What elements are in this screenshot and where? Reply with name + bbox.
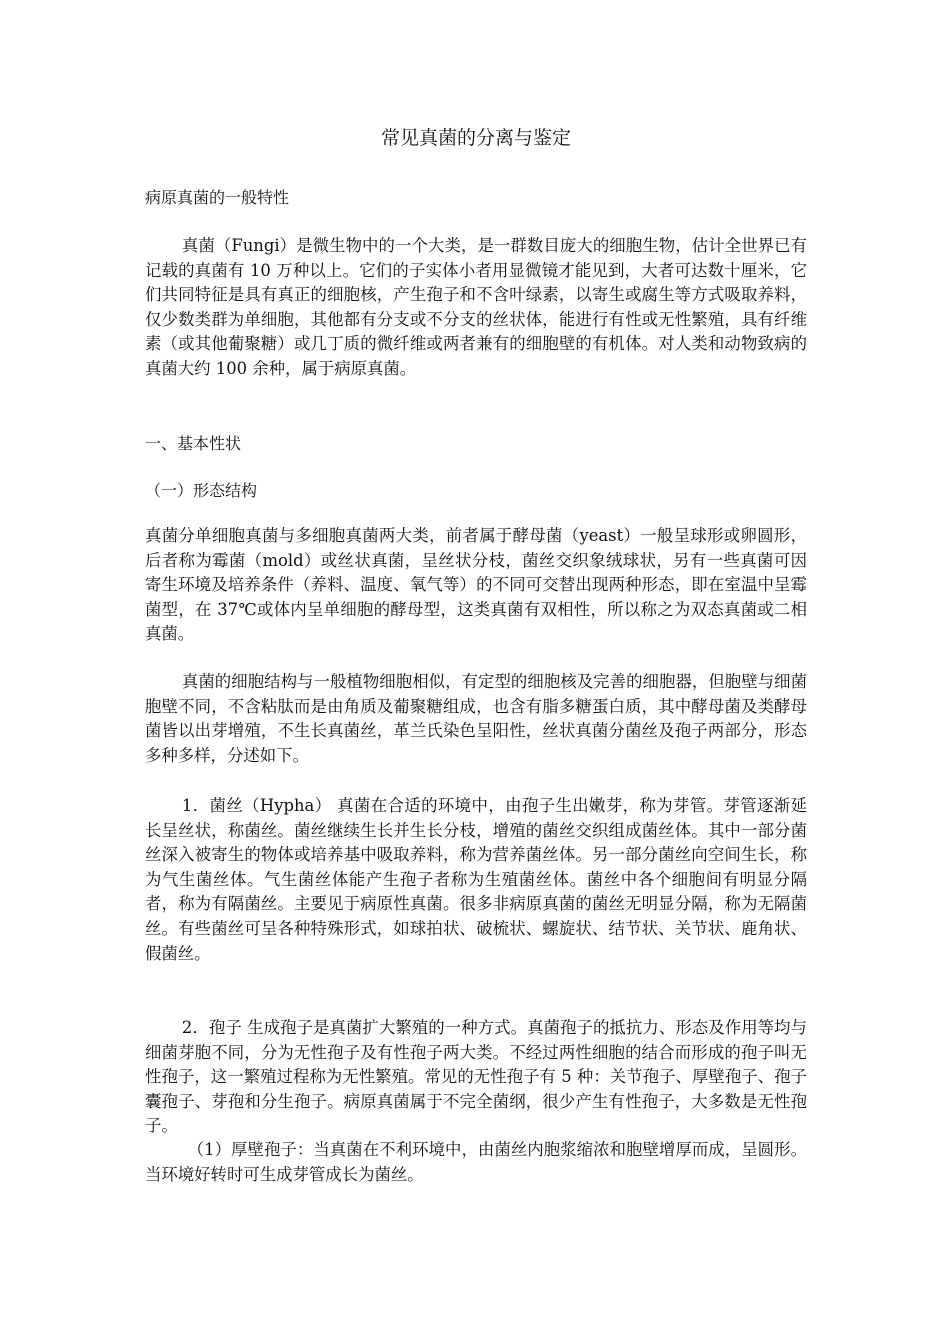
page-title: 常见真菌的分离与鉴定	[380, 127, 571, 149]
morphology-paragraph: 真菌分单细胞真菌与多细胞真菌两大类，前者属于酵母菌（yeast）一般呈球形或卵圆形，后者称为霉菌（mold）或丝状真菌，呈丝状分枝，菌丝交织象绒球状，另有一些真菌可因寄生环境及培养条件（养料、温度、氧气等）的不同可交替出现两种形态，即在室温中呈霉菌型，在 37℃或体内呈单细胞的酵母型，这类真菌有双相性，所以称之为双态真菌或二相真菌。	[145, 526, 807, 644]
section-heading-general: 病原真菌的一般特性	[145, 188, 290, 207]
cell-structure-paragraph: 真菌的细胞结构与一般植物细胞相似，有定型的细胞核及完善的细胞器，但胞壁与细菌胞壁不同，不含粘肽而是由角质及葡聚糖组成，也含有脂多糖蛋白质，其中酵母菌及类酵母菌皆以出芽增殖，不生长真菌丝，革兰氏染色呈阳性，丝状真菌分菌丝及孢子两部分，形态多种多样，分述如下。	[145, 672, 807, 765]
subsection-heading-morphology: （一）形态结构	[145, 481, 258, 500]
chlamydospore-paragraph: （1）厚壁孢子：当真菌在不利环境中，由菌丝内胞浆缩浓和胞壁增厚而成，呈圆形。当环境好转时可生成芽管成长为菌丝。	[145, 1140, 807, 1184]
hypha-paragraph: 1．菌丝（Hypha） 真菌在合适的环境中，由孢子生出嫩芽，称为芽管。芽管逐渐延长呈丝状，称菌丝。菌丝继续生长并生长分枝，增殖的菌丝交织组成菌丝体。其中一部分菌丝深入被寄生的物体或培养基中吸取养料，称为营养菌丝体。另一部分菌丝向空间生长，称为气生菌丝体。气生菌丝体能产生孢子者称为生殖菌丝体。菌丝中各个细胞间有明显分隔者，称为有隔菌丝。主要见于病原性真菌。很多非病原真菌的菌丝无明显分隔，称为无隔菌丝。有些菌丝可呈各种特殊形式，如球拍状、破梳状、螺旋状、结节状、关节状、鹿角状、假菌丝。	[145, 796, 807, 963]
intro-paragraph: 真菌（Fungi）是微生物中的一个大类，是一群数目庞大的细胞生物，估计全世界已有记载的真菌有 10 万种以上。它们的子实体小者用显微镜才能见到，大者可达数十厘米，它们共同特征是具有真正的细胞核，产生孢子和不含叶绿素，以寄生或腐生等方式吸取养料，仅少数类群为单细胞，其他都有分支或不分支的丝状体，能进行有性或无性繁殖，具有纤维素（或其他葡聚糖）或几丁质的微纤维或两者兼有的细胞壁的有机体。对人类和动物致病的真菌大约 100 余种，属于病原真菌。	[145, 236, 807, 378]
section-heading-basic-properties: 一、基本性状	[145, 434, 242, 453]
spore-paragraph: 2．孢子 生成孢子是真菌扩大繁殖的一种方式。真菌孢子的抵抗力、形态及作用等均与细菌芽胞不同，分为无性孢子及有性孢子两大类。不经过两性细胞的结合而形成的孢子叫无性孢子，这一繁殖过程称为无性繁殖。常见的无性孢子有 5 种：关节孢子、厚壁孢子、孢子囊孢子、芽孢和分生孢子。病原真菌属于不完全菌纲，很少产生有性孢子，大多数是无性孢子。	[145, 1018, 807, 1136]
